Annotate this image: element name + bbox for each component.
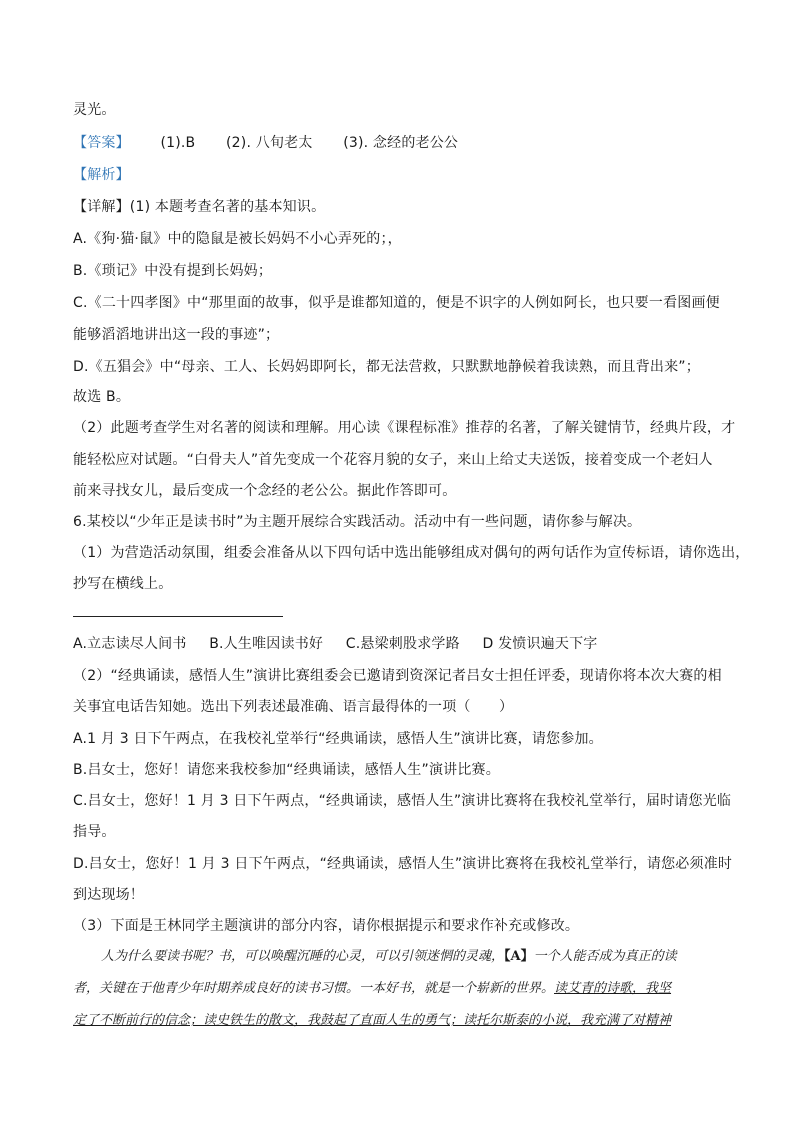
q6-2-option-c: C.吕女士，您好！1 月 3 日下午两点，“经典诵读，感悟人生”演讲比赛将在我校礼堂举行，届时请您光临 (73, 793, 732, 809)
q1-option-c: C.《二十四孝图》中“那里面的故事，似乎是谁都知道的，便是不识字的人例如阿长，也只要一看图画便 (73, 295, 720, 311)
q1-option-c-cont: 能够滔滔地讲出这一段的事迹”； (73, 327, 280, 343)
speech-passage-line-3: 定了不断前行的信念；读史铁生的散文，我鼓起了直面人生的勇气；读托尔斯泰的小说，我充满了对精神 (73, 1013, 672, 1028)
q6-2-line-1: （2）“经典诵读，感悟人生”演讲比赛组委会已邀请到资深记者吕女士担任评委，现请你将本次大赛的相 (73, 668, 722, 684)
q6-2-option-c-cont: 指导。 (73, 824, 116, 840)
continuation-text: 灵光。 (73, 102, 116, 118)
q6-2-option-d-cont: 到达现场！ (73, 887, 144, 903)
q2-analysis-line-2: 能轻松应对试题。“白骨夫人”首先变成一个花容月貌的女子，来山上给丈夫送饭，接着变成一个老妇人 (73, 452, 713, 468)
q1-option-d: D.《五猖会》中“母亲、工人、长妈妈即阿长，都无法营救，只默默地静候着我读熟，而且背出来”； (73, 359, 700, 375)
q1-option-b: B.《琐记》中没有提到长妈妈； (73, 263, 273, 279)
q6-2-option-d: D.吕女士，您好！1 月 3 日下午两点，“经典诵读，感悟人生”演讲比赛将在我校礼堂举行，请您必须准时 (73, 856, 733, 872)
analysis-label: 【解析】 (73, 167, 130, 183)
underlined-sentence: 读艾青的诗歌，我坚 (554, 981, 672, 996)
answer-label: 【答案】 (73, 135, 130, 151)
q6-3-line: （3）下面是王林同学主题演讲的部分内容，请你根据提示和要求作补充或修改。 (73, 918, 580, 934)
blank-marker-a: 【A】 (504, 949, 534, 964)
answer-part-3: (3). 念经的老公公 (343, 135, 459, 151)
speech-passage-line-1 (101, 947, 733, 967)
speech-passage-line-2 (73, 979, 733, 999)
q6-1-option-b: B.人生唯因读书好 (209, 636, 324, 652)
q2-analysis-line-1: （2）此题考查学生对名著的阅读和理解。用心读《课程标准》推荐的名著，了解关键情节，经典片段，才 (73, 420, 736, 436)
q1-option-a: A.《狗·猫·鼠》中的隐鼠是被长妈妈不小心弄死的；， (73, 231, 402, 247)
q1-conclusion: 故选 B。 (73, 389, 131, 405)
q6-1-options (73, 634, 733, 654)
passage-text: 者，关键在于他青少年时期养成良好的读书习惯。一本好书，就是一个崭新的世界。 (73, 981, 555, 996)
q6-1-option-d: D 发愤识遍天下字 (482, 636, 598, 652)
q6-2-line-2: 关事宜电话告知她。选出下列表述最准确、语言最得体的一项（ ） (73, 699, 514, 715)
q2-analysis-line-3: 前来寻找女儿，最后变成一个念经的老公公。据此作答即可。 (73, 483, 457, 499)
passage-text: 一个人能否成为真正的读 (533, 949, 677, 964)
q6-2-option-a: A.1 月 3 日下午两点，在我校礼堂举行“经典诵读，感悟人生”演讲比赛，请您参加。 (73, 731, 603, 747)
q6-2-option-b: B.吕女士，您好！请您来我校参加“经典诵读，感悟人生”演讲比赛。 (73, 762, 500, 778)
answer-line (73, 133, 733, 153)
q6-1-line-2: 抄写在横线上。 (73, 576, 173, 592)
answer-part-1: (1).B (160, 135, 196, 151)
detail-heading: 【详解】(1) 本题考查名著的基本知识。 (73, 199, 326, 215)
q6-1-option-a: A.立志读尽人间书 (73, 636, 187, 652)
passage-text: 人为什么要读书呢？书，可以唤醒沉睡的心灵，可以引领迷惘的灵魂， (101, 949, 505, 964)
question-6-intro: 6.某校以“少年正是读书时”为主题开展综合实践活动。活动中有一些问题，请你参与解决。 (73, 514, 642, 530)
q6-1-option-c: C.悬梁刺股求学路 (345, 636, 460, 652)
answer-part-2: (2). 八旬老太 (226, 135, 313, 151)
answer-blank-line (73, 616, 283, 617)
q6-1-line-1: （1）为营造活动氛围，组委会准备从以下四句话中选出能够组成对偶句的两句话作为宣传标语，请你选出， (73, 545, 750, 561)
